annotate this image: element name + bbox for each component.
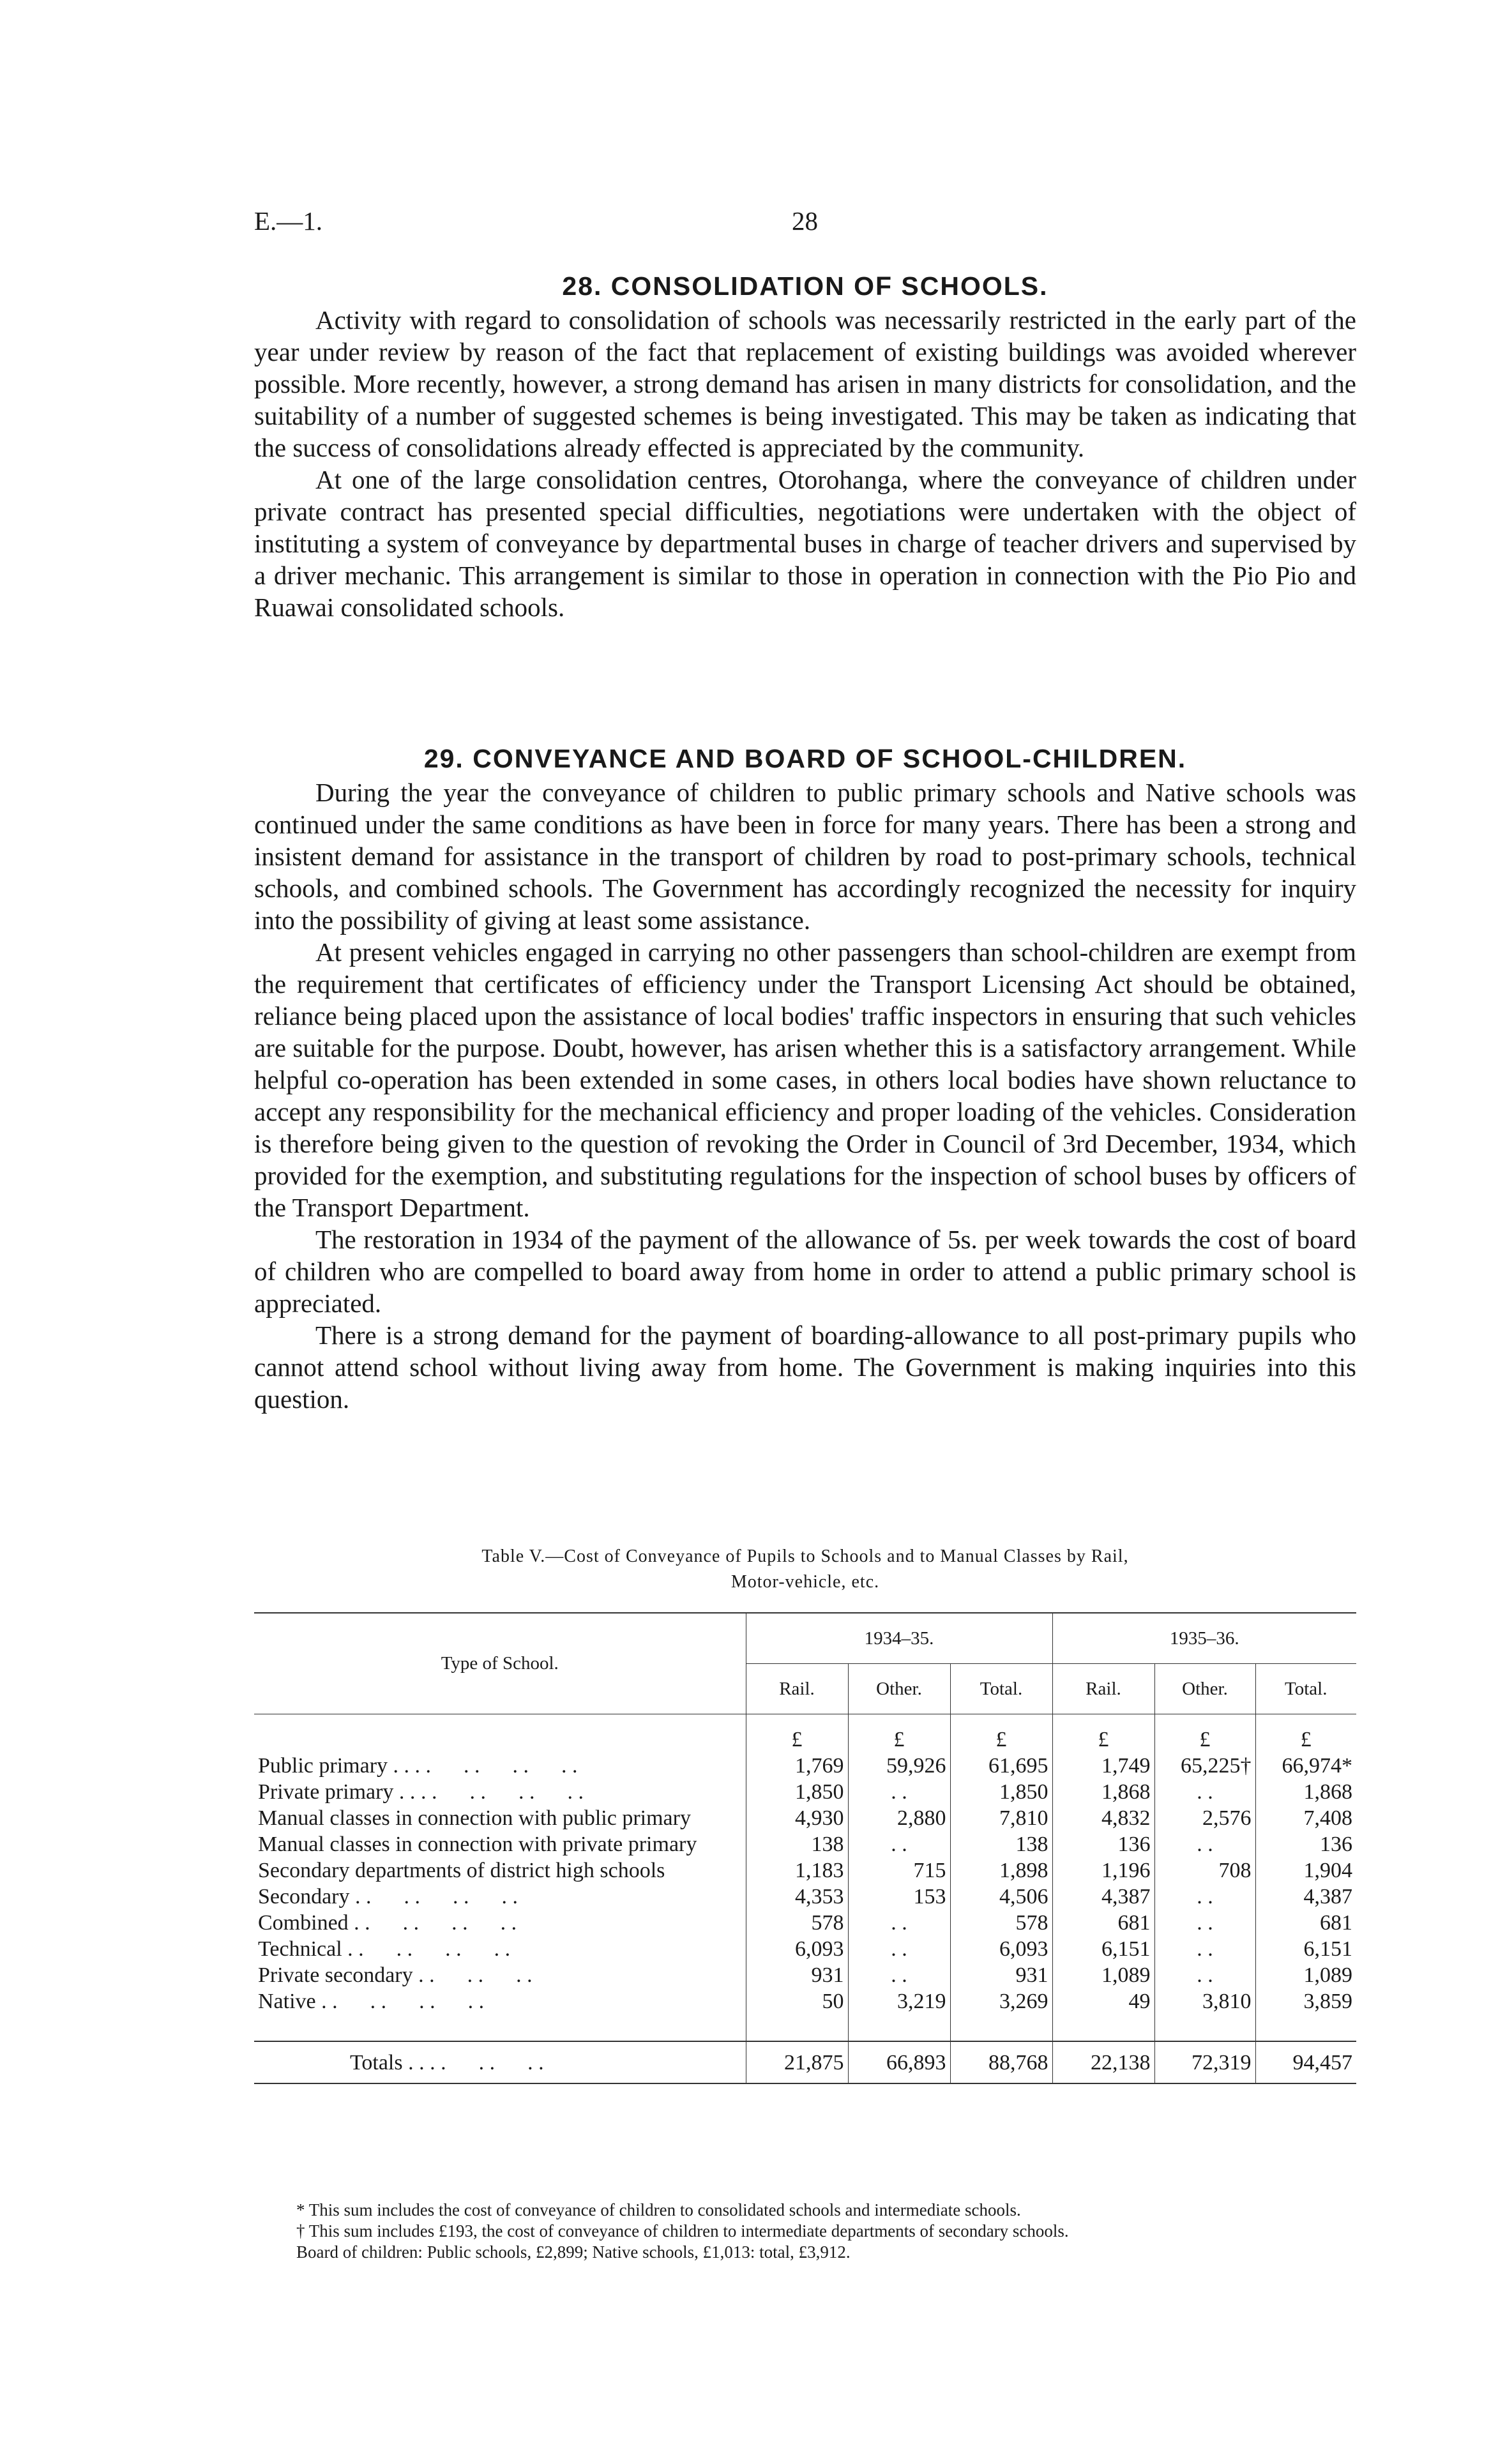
table-row bbox=[254, 1910, 1356, 1936]
value-cell: 681 bbox=[1255, 1910, 1356, 1936]
sub-header: Rail. bbox=[1052, 1664, 1154, 1714]
value-cell: 6,093 bbox=[950, 1936, 1052, 1962]
total-cell: 21,875 bbox=[746, 2041, 848, 2083]
row-label bbox=[254, 1962, 746, 1988]
row-label bbox=[254, 1910, 746, 1936]
value-cell: 1,868 bbox=[1255, 1779, 1356, 1805]
paragraph: There is a strong demand for the payment of boarding-allowance to all post-primary pupils who cannot attend school without living away from home. The Government is making inquiries into this question. bbox=[254, 1320, 1356, 1414]
value-cell: 1,904 bbox=[1255, 1857, 1356, 1884]
value-cell: 3,219 bbox=[848, 1988, 950, 2014]
unit-cell: £ bbox=[848, 1714, 950, 1753]
row-label: Manual classes in connection with private primary bbox=[258, 1833, 697, 1856]
total-cell: 94,457 bbox=[1255, 2041, 1356, 2083]
value-cell: 1,850 bbox=[746, 1779, 848, 1805]
value-cell: 931 bbox=[950, 1962, 1052, 1988]
row-label bbox=[254, 1779, 746, 1805]
value-cell: 3,859 bbox=[1255, 1988, 1356, 2014]
totals-row bbox=[254, 2041, 1356, 2083]
leader-dots: . . . . . . . . bbox=[355, 1885, 518, 1908]
row-label-text: Technical bbox=[258, 1937, 342, 1961]
row-label-text: Public primary . . bbox=[258, 1754, 410, 1778]
total-cell: 88,768 bbox=[950, 2041, 1052, 2083]
value-cell: 1,183 bbox=[746, 1857, 848, 1884]
header-ref: E.—1. bbox=[254, 206, 323, 236]
row-label bbox=[254, 1753, 746, 1779]
table-row bbox=[254, 1962, 1356, 1988]
value-cell: 1,769 bbox=[746, 1753, 848, 1779]
value-cell: . . bbox=[848, 1936, 950, 1962]
value-cell: 49 bbox=[1052, 1988, 1154, 2014]
row-label-text: Private secondary bbox=[258, 1963, 413, 1987]
value-cell: . . bbox=[1154, 1779, 1255, 1805]
value-cell: 4,387 bbox=[1255, 1884, 1356, 1910]
value-cell: . . bbox=[848, 1910, 950, 1936]
value-cell: 2,880 bbox=[848, 1805, 950, 1831]
value-cell: 153 bbox=[848, 1884, 950, 1910]
sub-header: Total. bbox=[1255, 1664, 1356, 1714]
table-row bbox=[254, 1753, 1356, 1779]
paragraph: Activity with regard to consolidation of schools was necessarily restricted in the early part of the year under review by reason of the fact that replacement of existing buildings was avoided wherever possible. More recently, however, a strong demand has arisen in many districts for consolidation, and the suitability of a number of suggested schemes is being investigated. This may be taken as indicating that the success of consolidations already effected is appreciated by the community. bbox=[254, 305, 1356, 462]
leader-dots: . . . . . . bbox=[430, 2050, 544, 2075]
value-cell: 1,196 bbox=[1052, 1857, 1154, 1884]
value-cell: 136 bbox=[1052, 1831, 1154, 1857]
value-cell: . . bbox=[848, 1779, 950, 1805]
row-label bbox=[254, 2041, 746, 2083]
unit-cell: £ bbox=[1255, 1714, 1356, 1753]
unit-cell: £ bbox=[1052, 1714, 1154, 1753]
section-conveyance bbox=[254, 741, 1356, 1415]
value-cell: 6,151 bbox=[1255, 1936, 1356, 1962]
paragraph: At present vehicles engaged in carrying no other passengers than school-children are exempt from the requirement that certificates of efficiency under the Transport Licensing Act should be obtained, reliance being placed upon the assistance of local bodies' traffic inspectors in ensuring that such vehicles are suitable for the purpose. Doubt, however, has arisen whether this is a satisfactory arrangement. While helpful co-operation has been extended in some cases, in others local bodies have shown reluctance to accept any responsibility for the mechanical efficiency and proper loading of the vehicles. Consideration is therefore being given to the question of revoking the Order in Council of 3rd December, 1934, which provided for the exemption, and substituting regulations for the inspection of school buses by officers of the Transport Department. bbox=[254, 937, 1356, 1222]
row-label: Manual classes in connection with public primary bbox=[258, 1806, 691, 1830]
value-cell: 1,089 bbox=[1255, 1962, 1356, 1988]
section-consolidation bbox=[254, 268, 1356, 623]
sub-header: Rail. bbox=[746, 1664, 848, 1714]
value-cell: 138 bbox=[950, 1831, 1052, 1857]
value-cell: 2,576 bbox=[1154, 1805, 1255, 1831]
row-label-text: Secondary bbox=[258, 1885, 350, 1908]
value-cell: 1,868 bbox=[1052, 1779, 1154, 1805]
value-cell: 136 bbox=[1255, 1831, 1356, 1857]
leader-dots: . . . . . . . . bbox=[420, 1780, 584, 1804]
table-row bbox=[254, 1831, 1356, 1857]
value-cell: 715 bbox=[848, 1857, 950, 1884]
total-cell: 66,893 bbox=[848, 2041, 950, 2083]
unit-cell: £ bbox=[1154, 1714, 1255, 1753]
value-cell: 931 bbox=[746, 1962, 848, 1988]
paragraph: At one of the large consolidation centres, Otorohanga, where the conveyance of children under private contract has presented special difficulties, negotiations were undertaken with the object of instituting a system of conveyance by departmental buses in charge of teacher drivers and supervised by a driver mechanic. This arrangement is similar to those in operation in connection with the Pio Pio and Ruawai consolidated schools. bbox=[254, 465, 1356, 622]
row-label-text: Totals . . bbox=[350, 2050, 425, 2075]
value-cell: 4,387 bbox=[1052, 1884, 1154, 1910]
value-cell: . . bbox=[1154, 1910, 1255, 1936]
leader-dots: . . . . . . . . bbox=[321, 1990, 485, 2013]
footnote: Board of children: Public schools, £2,899; Native schools, £1,013: total, £3,912. bbox=[296, 2242, 851, 2262]
value-cell: . . bbox=[1154, 1936, 1255, 1962]
row-label bbox=[254, 1936, 746, 1962]
units-row bbox=[254, 1714, 1356, 1753]
total-cell: 22,138 bbox=[1052, 2041, 1154, 2083]
value-cell: 4,832 bbox=[1052, 1805, 1154, 1831]
value-cell: . . bbox=[1154, 1884, 1255, 1910]
leader-dots: . . . . . . . . bbox=[354, 1911, 517, 1935]
value-cell: 6,093 bbox=[746, 1936, 848, 1962]
table-row bbox=[254, 1988, 1356, 2014]
footnote: * This sum includes the cost of conveyance of children to consolidated schools and intermediate schools. bbox=[296, 2200, 1021, 2219]
page-number: 28 bbox=[792, 206, 818, 236]
row-label: Secondary departments of district high schools bbox=[258, 1859, 665, 1882]
value-cell: 59,926 bbox=[848, 1753, 950, 1779]
row-label-text: Combined bbox=[258, 1911, 349, 1935]
row-label-text: Private primary . . bbox=[258, 1780, 416, 1804]
cost-table bbox=[254, 1612, 1356, 2084]
value-cell: 6,151 bbox=[1052, 1936, 1154, 1962]
section-heading: 29. CONVEYANCE AND BOARD OF SCHOOL-CHILDREN. bbox=[423, 744, 1187, 773]
unit-cell: £ bbox=[746, 1714, 848, 1753]
sub-header: Other. bbox=[1154, 1664, 1255, 1714]
value-cell: . . bbox=[1154, 1831, 1255, 1857]
table-row bbox=[254, 1884, 1356, 1910]
year-header: 1935–36. bbox=[1052, 1613, 1356, 1664]
value-cell: 3,269 bbox=[950, 1988, 1052, 2014]
value-cell: 66,974* bbox=[1255, 1753, 1356, 1779]
value-cell: 4,506 bbox=[950, 1884, 1052, 1910]
row-label bbox=[254, 1884, 746, 1910]
type-column-header: Type of School. bbox=[254, 1613, 746, 1714]
value-cell: 1,749 bbox=[1052, 1753, 1154, 1779]
table-row bbox=[254, 1936, 1356, 1962]
value-cell: 4,353 bbox=[746, 1884, 848, 1910]
value-cell: . . bbox=[848, 1831, 950, 1857]
table-title-line: Table V.—Cost of Conveyance of Pupils to Schools and to Manual Classes by Rail, bbox=[481, 1546, 1129, 1566]
value-cell: 61,695 bbox=[950, 1753, 1052, 1779]
paragraph: The restoration in 1934 of the payment of the allowance of 5s. per week towards the cost of board of children who are compelled to board away from home in order to attend a public primary school is appreciated. bbox=[254, 1225, 1356, 1318]
footnotes bbox=[296, 2200, 1356, 2263]
footnote: † This sum includes £193, the cost of conveyance of children to intermediate departments of secondary schools. bbox=[296, 2221, 1069, 2241]
value-cell: 1,898 bbox=[950, 1857, 1052, 1884]
value-cell: 1,089 bbox=[1052, 1962, 1154, 1988]
value-cell: 681 bbox=[1052, 1910, 1154, 1936]
spacer-row bbox=[254, 2014, 1356, 2041]
table-title bbox=[254, 1544, 1356, 1595]
total-cell: 72,319 bbox=[1154, 2041, 1255, 2083]
leader-dots: . . . . . . . . bbox=[414, 1754, 578, 1778]
value-cell: 7,810 bbox=[950, 1805, 1052, 1831]
value-cell: 708 bbox=[1154, 1857, 1255, 1884]
value-cell: . . bbox=[848, 1962, 950, 1988]
table-row bbox=[254, 1779, 1356, 1805]
table-row bbox=[254, 1805, 1356, 1831]
year-header: 1934–35. bbox=[746, 1613, 1052, 1664]
unit-cell: £ bbox=[950, 1714, 1052, 1753]
value-cell: 578 bbox=[950, 1910, 1052, 1936]
table-row bbox=[254, 1857, 1356, 1884]
sub-header: Total. bbox=[950, 1664, 1052, 1714]
value-cell: 578 bbox=[746, 1910, 848, 1936]
value-cell: 50 bbox=[746, 1988, 848, 2014]
value-cell: 138 bbox=[746, 1831, 848, 1857]
row-label bbox=[254, 1988, 746, 2014]
table-title-line: Motor-vehicle, etc. bbox=[730, 1572, 880, 1592]
leader-dots: . . . . . . . . bbox=[347, 1937, 511, 1961]
leader-dots: . . . . . . bbox=[418, 1963, 533, 1987]
value-cell: 3,810 bbox=[1154, 1988, 1255, 2014]
value-cell: 7,408 bbox=[1255, 1805, 1356, 1831]
value-cell: . . bbox=[1154, 1962, 1255, 1988]
value-cell: 4,930 bbox=[746, 1805, 848, 1831]
value-cell: 65,225† bbox=[1154, 1753, 1255, 1779]
section-heading: 28. CONSOLIDATION OF SCHOOLS. bbox=[562, 271, 1048, 301]
sub-header: Other. bbox=[848, 1664, 950, 1714]
row-label-text: Native bbox=[258, 1990, 316, 2013]
paragraph: During the year the conveyance of children to public primary schools and Native schools was continued under the same conditions as have been in force for many years. There has been a strong and insistent demand for assistance in the transport of children by road to post-primary schools, technical schools, and combined schools. The Government has accordingly recognized the necessity for inquiry into the possibility of giving at least some assistance. bbox=[254, 778, 1356, 935]
value-cell: 1,850 bbox=[950, 1779, 1052, 1805]
